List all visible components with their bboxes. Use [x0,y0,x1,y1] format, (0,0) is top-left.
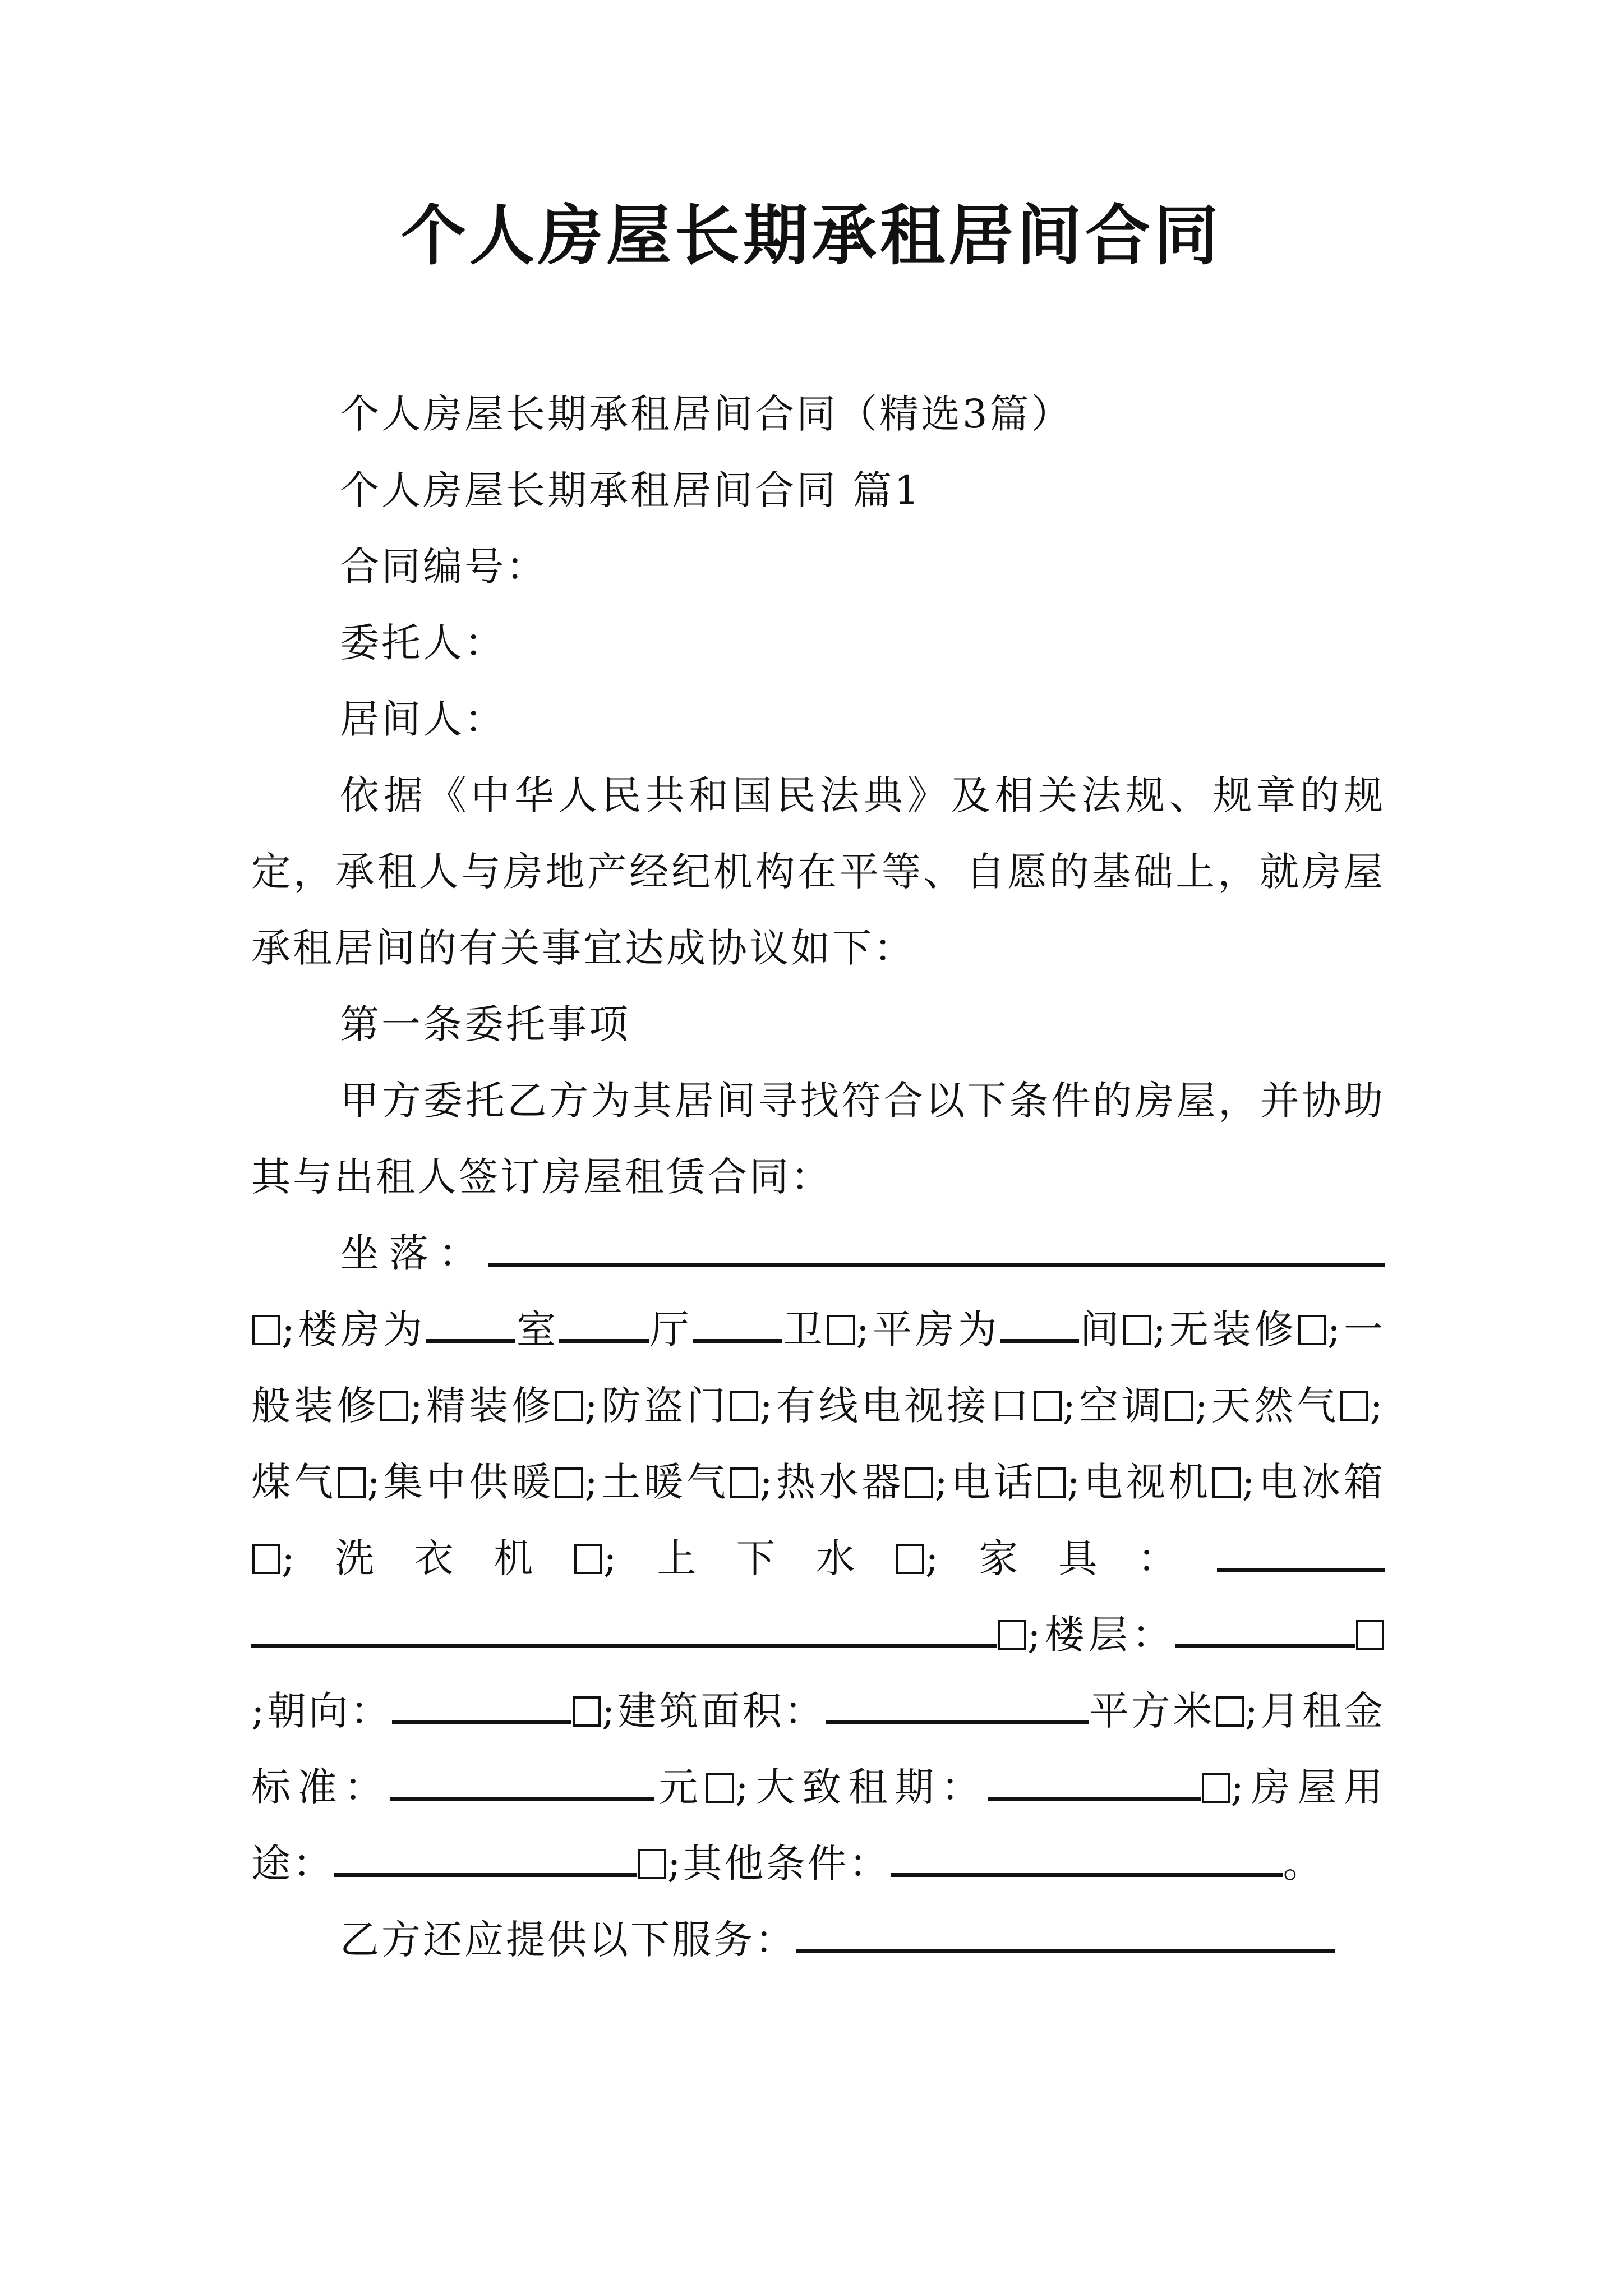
area-checkbox[interactable] [1216,1696,1244,1727]
room-unit: 室 [515,1306,559,1352]
end-mark: 。 [1283,1841,1325,1887]
services-blank[interactable] [796,1916,1335,1953]
television-checkbox[interactable] [1212,1467,1241,1498]
furniture-checkbox[interactable] [998,1620,1026,1650]
washing-machine-label: 洗衣机 [297,1535,573,1581]
refrigerator-label: 电冰箱 [1257,1459,1386,1505]
general-decoration-checkbox[interactable] [380,1391,408,1421]
intro-paragraph: 依据《中华人民共和国民法典》及相关法规、规章的规定，承租人与房地产经纪机构在平等、自愿的基础上，就房屋承租居间的有关事宜达成协议如下： [251,772,1385,971]
coal-gas-checkbox[interactable] [338,1467,366,1498]
other-conditions-blank[interactable] [891,1839,1193,1877]
location-checkbox[interactable] [252,1315,280,1345]
furniture-blank[interactable] [251,1611,997,1648]
bath-count-blank[interactable] [693,1305,782,1343]
term-checkbox[interactable] [1202,1773,1230,1803]
no-decoration-label: 无装修 [1168,1306,1297,1352]
term-blank[interactable] [988,1763,1201,1801]
water-heater-checkbox[interactable] [905,1467,933,1498]
central-heating-checkbox[interactable] [555,1467,583,1498]
rent-unit: 元 [653,1764,706,1810]
cable-tv-checkbox[interactable] [1034,1391,1062,1421]
air-conditioner-label: 空调 [1078,1383,1165,1429]
telephone-checkbox[interactable] [1038,1467,1066,1498]
security-door-label: 防盗门 [600,1383,730,1429]
other-conditions-label: 其他条件： [683,1841,891,1887]
central-heating-label: 集中供暖 [382,1459,555,1505]
bungalow-count-blank[interactable] [1000,1305,1079,1343]
bungalow-unit: 间 [1078,1306,1123,1352]
location-blank[interactable] [488,1229,1385,1267]
area-unit: 平方米 [1089,1688,1215,1734]
usage-blank[interactable] [334,1839,637,1877]
contract-number-label: 合同编号： [340,544,547,590]
client-label: 委托人： [340,620,506,666]
bath-unit: 卫 [782,1306,826,1352]
natural-gas-label: 天然气 [1210,1383,1340,1429]
services-line [251,1902,1385,1978]
usage-checkbox[interactable] [638,1849,666,1879]
fine-decoration-label: 精装修 [425,1383,555,1429]
document-body [251,376,1385,1978]
coal-gas-label: 煤气 [251,1459,337,1505]
building-label: 楼房为 [297,1306,426,1352]
building-checkbox[interactable] [827,1315,855,1345]
article-1-text: 甲方委托乙方为其居间寻找符合以下条件的房屋，并协助其与出租人签订房屋租赁合同： [251,1078,1385,1200]
television-label: 电视机 [1082,1459,1212,1505]
document-subtitle: 个人房屋长期承租居间合同（精选3篇） [340,391,1073,437]
term-label: 大致租期： [750,1764,988,1810]
hall-unit: 厅 [648,1306,693,1352]
orientation-checkbox[interactable] [573,1696,601,1727]
washing-machine-checkbox[interactable] [574,1544,602,1574]
security-door-checkbox[interactable] [730,1391,758,1421]
telephone-label: 电话 [949,1459,1037,1505]
rent-label: 月租金标准： [251,1688,1386,1810]
usage-label: 房屋用途： [251,1764,1386,1887]
services-label: 乙方还应提供以下服务： [340,1917,796,1963]
other-conditions-blank-end[interactable] [1193,1839,1283,1877]
no-decoration-checkbox[interactable] [1298,1315,1326,1345]
area-label: 建筑面积： [617,1688,826,1734]
natural-gas-checkbox[interactable] [1340,1391,1368,1421]
water-heater-label: 热水器 [774,1459,905,1505]
hall-count-blank[interactable] [559,1305,649,1343]
section-heading: 个人房屋长期承租居间合同 篇1 [340,467,921,513]
floor-label: 楼层： [1043,1612,1175,1658]
orientation-blank[interactable] [392,1687,571,1724]
fine-decoration-checkbox[interactable] [555,1391,583,1421]
document-title: 个人房屋长期承租居间合同 [401,197,1222,274]
furniture-label: 家具： [940,1535,1217,1581]
bungalow-checkbox[interactable] [1123,1315,1151,1345]
rent-blank[interactable] [390,1763,654,1801]
article-1-heading: 第一条委托事项 [340,1001,630,1047]
air-conditioner-checkbox[interactable] [1165,1391,1193,1421]
local-heating-label: 土暖气 [600,1459,730,1505]
room-count-blank[interactable] [426,1305,515,1343]
refrigerator-checkbox[interactable] [252,1544,280,1574]
cable-tv-label: 有线电视接口 [774,1383,1032,1429]
orientation-label: 朝向： [266,1688,392,1734]
general-decoration-label: 一般装修 [251,1306,1386,1429]
location-label: 坐落： [340,1230,488,1276]
property-conditions: 坐落：;楼房为 室 厅 卫 ;平房为 间 ;无装修 ;一般装修 ;精装修 ;防盗门 ;有线电视接口 ;空调 ;天然气 ;煤气 ;集中供暖 ;土暖气 ;热水器 ;电话 ;电视机 ;电冰箱;洗衣机 ;上下水 ;家具：;楼层：;朝向： ;建筑面积： 平方米 ;月租金标准： 元 ;大致租期： ;房屋用途： ;其他条件： 。 [251,1230,1386,1887]
area-blank[interactable] [826,1687,1089,1724]
water-supply-label: 上下水 [619,1535,895,1581]
water-supply-checkbox[interactable] [896,1544,924,1574]
floor-checkbox[interactable] [1356,1620,1384,1650]
broker-label: 居间人： [340,696,506,742]
furniture-blank-start[interactable] [1217,1534,1385,1572]
bungalow-label: 平房为 [872,1306,1000,1352]
floor-blank[interactable] [1175,1611,1355,1648]
rent-checkbox[interactable] [706,1773,734,1803]
local-heating-checkbox[interactable] [730,1467,758,1498]
